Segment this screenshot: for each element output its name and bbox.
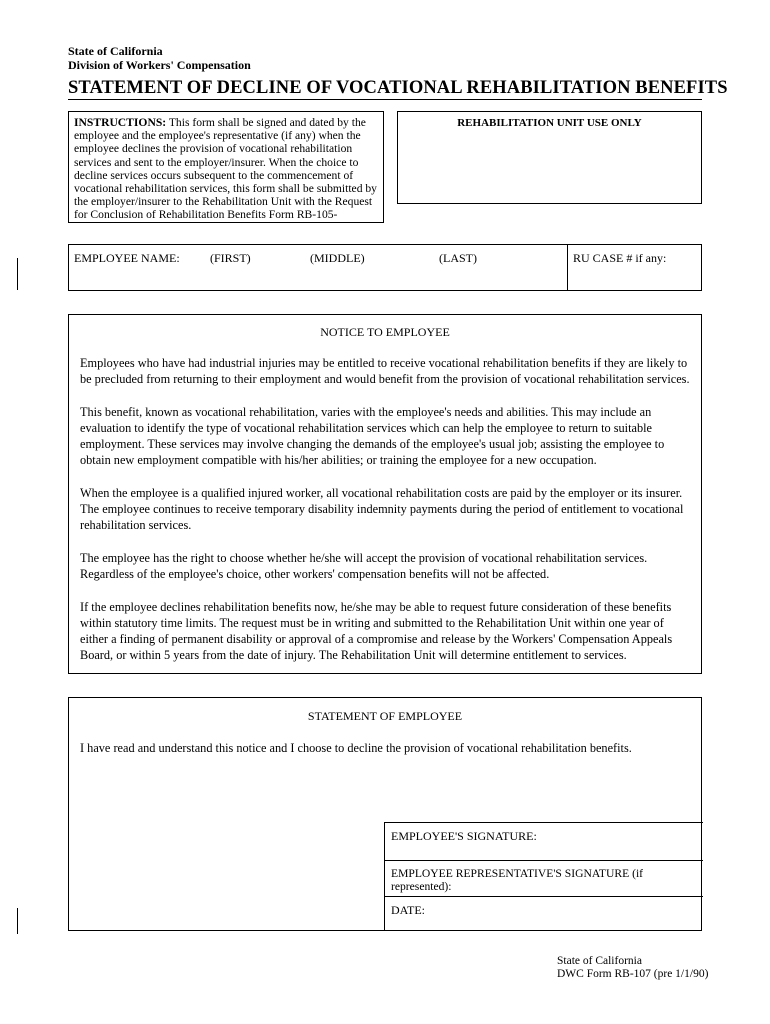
notice-title: NOTICE TO EMPLOYEE [320, 325, 450, 339]
binder-mark-bottom [17, 908, 18, 934]
middle-name-label: (MIDDLE) [310, 251, 365, 265]
statement-box [68, 697, 702, 931]
ru-use-only-box [397, 111, 702, 204]
representative-signature-field[interactable] [384, 860, 703, 896]
employee-name-box[interactable] [68, 244, 702, 291]
name-case-divider [567, 245, 568, 290]
notice-paragraph: If the employee declines rehabilitation benefits now, he/she may be able to request future consideration of these benefits within statutory time limits. The request must be in writing and submitted to the Rehabilitation Unit within one year of either a finding of permanent disability or approval of a compromise and release by the Workers' Compensation Appeals Board, or within 5 years from the date of injury. The Rehabilitation Unit will determine entitlement to services. [80, 600, 673, 662]
ru-case-label: RU CASE # if any: [573, 251, 667, 265]
date-label: DATE: [391, 903, 425, 917]
notice-box [68, 314, 702, 674]
statement-text: I have read and understand this notice and I choose to decline the provision of vocational rehabilitation benefits. [80, 741, 632, 755]
binder-mark-top [17, 258, 18, 290]
notice-paragraph: When the employee is a qualified injured worker, all vocational rehabilitation costs are paid by the employer or its insurer. The employee continues to receive temporary disability indemnity payments during the period of entitlement to vocational rehabilitation services. [80, 486, 684, 532]
employee-name-label: EMPLOYEE NAME: [74, 251, 180, 265]
first-name-label: (FIRST) [210, 251, 251, 265]
form-title: STATEMENT OF DECLINE OF VOCATIONAL REHABILITATION BENEFITS [68, 78, 728, 98]
footer-state: State of California [557, 955, 642, 967]
ru-use-only-label: REHABILITATION UNIT USE ONLY [457, 117, 642, 129]
representative-signature-label: EMPLOYEE REPRESENTATIVE'S SIGNATURE (if represented): [391, 867, 644, 893]
notice-paragraph: This benefit, known as vocational rehabilitation, varies with the employee's needs and abilities. This may include an evaluation to identify the type of vocational rehabilitation services which can help the employee to return to suitable employment. These services may involve changing the demands of the employee's usual job; assisting the employee to obtain new employment compatible with his/her abilities; or training the employee for a new occupation. [80, 405, 665, 467]
employee-signature-label: EMPLOYEE'S SIGNATURE: [391, 829, 537, 843]
statement-title: STATEMENT OF EMPLOYEE [307, 709, 463, 723]
title-rule [68, 99, 702, 100]
instructions-label: INSTRUCTIONS: [74, 116, 167, 129]
instructions-box [68, 111, 384, 223]
employee-signature-field[interactable] [384, 822, 703, 860]
instructions-text: This form shall be signed and dated by the employee and the employee's representative (if any) when the employee declines the provision of vocational rehabilitation services and sent to the employer/insurer. When the choice to decline services occurs subsequent to the commencement of vocational rehabilitation services, this form shall be submitted by the employer/insurer to the Rehabilitation Unit with the Request for Conclusion of Rehabilitation Benefits Form RB-105- [74, 116, 377, 222]
state-label: State of California [68, 44, 163, 58]
footer-form-number: DWC Form RB-107 (pre 1/1/90) [557, 968, 709, 980]
last-name-label: (LAST) [439, 251, 477, 265]
notice-paragraph: Employees who have had industrial injuries may be entitled to receive vocational rehabilitation benefits if they are likely to be precluded from returning to their employment and would benefit from the provision of vocational rehabilitation services. [80, 356, 690, 386]
division-label: Division of Workers' Compensation [68, 58, 251, 72]
date-field[interactable] [384, 896, 703, 931]
notice-paragraph: The employee has the right to choose whether he/she will accept the provision of vocational rehabilitation services. Regardless of the employee's choice, other workers' compensation benefits will not be affected. [80, 551, 648, 581]
